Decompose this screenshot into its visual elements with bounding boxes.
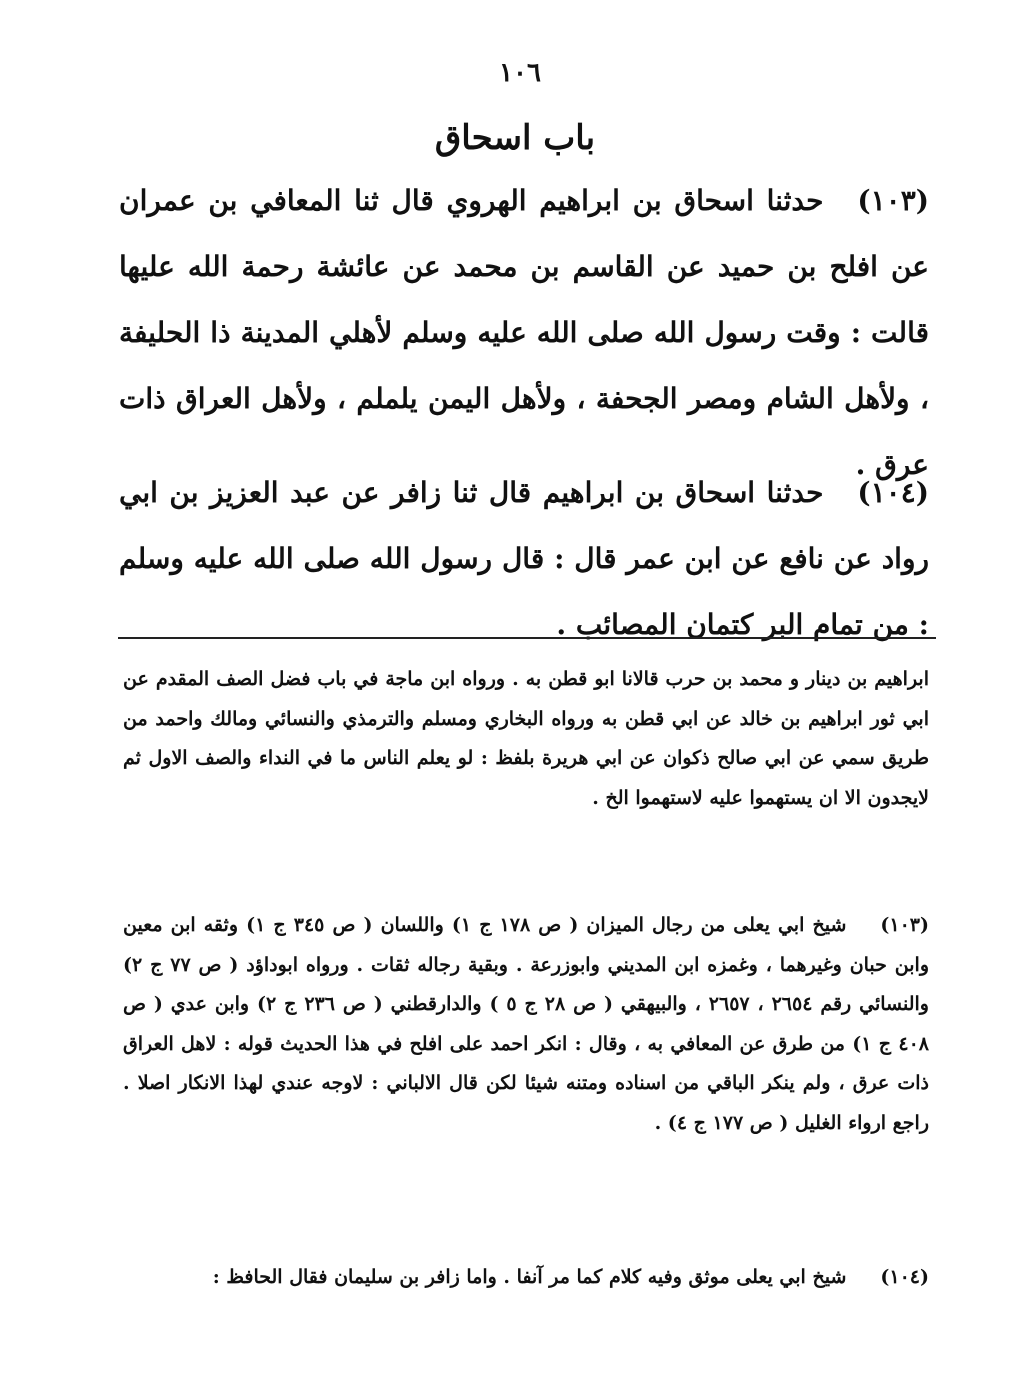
chapter-title: باب اسحاق: [434, 118, 596, 158]
footnote-text: شيخ ابي يعلى من رجال الميزان ( ص ١٧٨ ج ١) واللسان ( ص ٣٤٥ ج ١) وثقه ابن معين وابن حبان وغيرهما ، وغمزه ابن المديني وابوزرعة . وبقية رجاله ثقات . ورواه ابوداؤد ( ص ٧٧ ج ٢) والنسائي رقم ٢٦٥٤ ، ٢٦٥٧ ، والبيهقي ( ص ٢٨ ج ٥ ) والدارقطني ( ص ٢٣٦ ج ٢) وابن عدي ( ص ٤٠٨ ج ١) من طرق عن المعافي به ، وقال : انكر احمد على افلح في هذا الحديث قوله : لاهل العراق ذات عرق ، ولم ينكر الباقي من اسناده ومتنه شيئا لكن قال الالباني : لاوجه عندي لهذا الانكار اصلا . راجع ارواء الغليل ( ص ١٧٧ ج ٤) .: [123, 914, 929, 1134]
footnote-continued: ابراهيم بن دينار و محمد بن حرب قالانا ابو قطن به . ورواه ابن ماجة في باب فضل الصف المقدم عن ابي ثور ابراهيم بن خالد عن ابي قطن به ورواه البخاري ومسلم والترمذي والنسائي ومالك واحمد من طريق سمي عن ابي صالح ذكوان عن ابي هريرة بلفظ : لو يعلم الناس ما في النداء والصف الاول ثم لايجدون الا ان يستهموا عليه لاستهموا الخ .: [123, 668, 929, 809]
hadith-number: (١٠٤): [857, 476, 930, 509]
hadith-103: [119, 168, 929, 498]
footnote-text: شيخ ابي يعلى موثق وفيه كلام كما مر آنفا . واما زافر بن سليمان فقال الحافظ :: [212, 1266, 847, 1288]
footnote-number: (١٠٣): [880, 914, 929, 936]
footnote-103: [123, 906, 929, 1143]
hadith-text: حدثنا اسحاق بن ابراهيم قال ثنا زافر عن عبد العزيز بن ابي رواد عن نافع عن ابن عمر قال : قال رسول الله صلى الله عليه وسلم : من تمام البر كتمان المصائب .: [119, 476, 929, 641]
page-number: ١٠٦: [499, 58, 541, 88]
footnote-number: (١٠٤): [880, 1266, 929, 1288]
footnote-104: [123, 1258, 929, 1298]
footnote-divider: [118, 637, 936, 639]
hadith-number: (١٠٣): [857, 184, 929, 217]
hadith-text: حدثنا اسحاق بن ابراهيم الهروي قال ثنا المعافي بن عمران عن افلح بن حميد عن القاسم بن محمد عن عائشة رحمة الله عليها قالت : وقت رسول الله صلى الله عليه وسلم لأهلي المدينة ذا الحليفة ، ولأهل الشام ومصر الجحفة ، ولأهل اليمن يلملم ، ولأهل العراق ذات عرق .: [119, 184, 929, 481]
hadith-104: [119, 460, 929, 658]
